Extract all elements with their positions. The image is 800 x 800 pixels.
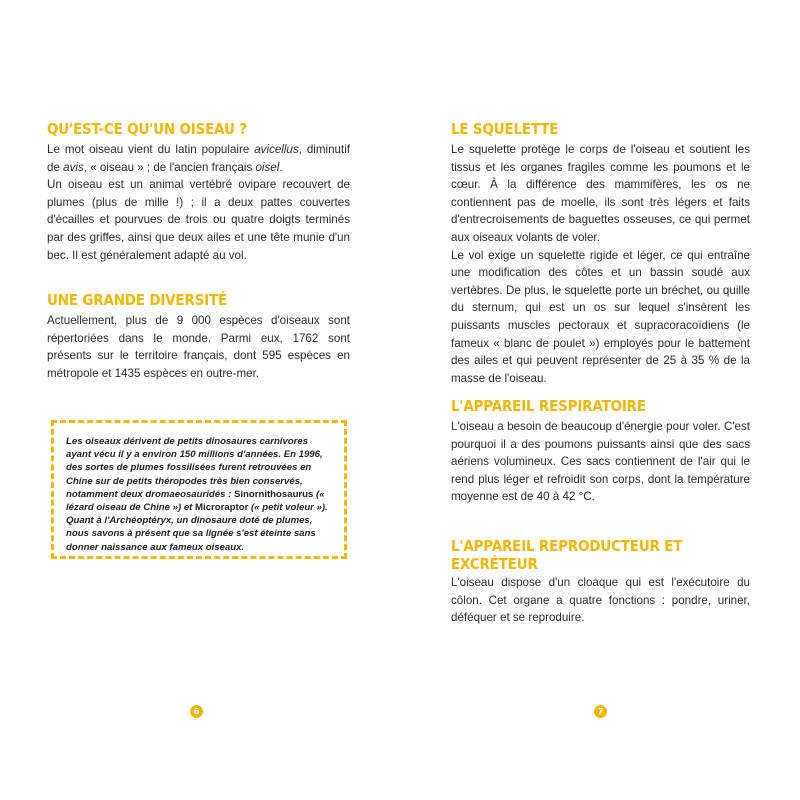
- paragraph: Actuellement, plus de 9 000 espèces d'oiseaux sont répertoriées dans le monde. Parmi eux, 1762 sont présents sur le territoire français, dont 595 espèces en métropole et 1435 espèces en outre-mer.: [47, 314, 350, 380]
- page-number: 6: [190, 705, 203, 718]
- section-heading: QU'EST-CE QU'UN OISEAU ?: [47, 121, 247, 139]
- paragraph: Le mot oiseau vient du latin populaire avicellus, diminutif de avis, « oiseau » ; de l'ancien français oisel.: [47, 143, 350, 174]
- info-box-text: Les oiseaux dérivent de petits dinosaures carnivores ayant vécu il y a environ 150 millions d'années. En 1996, des sortes de plumes fossilisées furent retrouvées en Chine sur de petits théropodes très bien conservés, notamment deux dromaeosauridés : Sinornithosaurus (« lézard oiseau de Chine ») et Microraptor (« petit voleur »). Quant à l'Archéoptéryx, un dinosaure doté de plumes, nous savons à présent que sa lignée s'est éteinte sans donner naissance aux fameux oiseaux.: [66, 436, 328, 553]
- paragraph: Le vol exige un squelette rigide et léger, ce qui entraîne une modification des côtes et un bassin soudé aux vertèbres. De plus, le squelette porte un bréchet, ou quille du sternum, qui est un os sur lequel s'insèrent les puissants muscles pectoraux et supracoracoïdiens (le fameux « blanc de poulet ») employés pour le battement des ailes et qui peuvent représenter de 25 à 35 % de la masse de l'oiseau.: [451, 248, 750, 385]
- info-box: [51, 420, 347, 559]
- paragraph: Le squelette protège le corps de l'oiseau et soutient les tissus et les organes fragiles comme les poumons et le cœur. À la différence des mammifères, les os ne contiennent pas de moelle, ils sont très légers et faits d'entrecroisements de baguettes osseuses, ce qui permet aux oiseaux volants de voler.: [451, 143, 750, 244]
- section-heading: UNE GRANDE DIVERSITÉ: [47, 292, 228, 310]
- paragraph: L'oiseau a besoin de beaucoup d'énergie pour voler. C'est pourquoi il a des poumons puissants ainsi que des sacs aériens volumineux. Ces sacs contiennent de l'air qui le rend plus léger et refroidit son corps, dont la température moyenne est de 40 à 42 °C.: [451, 420, 750, 504]
- paragraph: Un oiseau est un animal vertébré ovipare recouvert de plumes (plus de mille !) ; il a deux pattes couvertes d'écailles et pourvues de trois ou quatre doigts terminés par des griffes, ainsi que deux ailes et une tête munie d'un bec. Il est généralement adapté au vol.: [47, 178, 350, 262]
- section-respiratory: [451, 398, 750, 506]
- section-skeleton: [451, 121, 750, 387]
- page-number: 7: [594, 705, 607, 718]
- section-what-is-a-bird: [47, 121, 350, 264]
- paragraph: L'oiseau dispose d'un cloaque qui est l'exécutoire du côlon. Cet organe a quatre fonctions : pondre, uriner, déféquer et se reproduire.: [451, 576, 750, 625]
- section-heading: LE SQUELETTE: [451, 121, 559, 139]
- section-reproductive: [451, 538, 750, 627]
- section-diversity: [47, 292, 350, 382]
- section-heading: L'APPAREIL REPRODUCTEUR ET EXCRÉTEUR: [451, 538, 683, 574]
- section-heading: L'APPAREIL RESPIRATOIRE: [451, 398, 646, 416]
